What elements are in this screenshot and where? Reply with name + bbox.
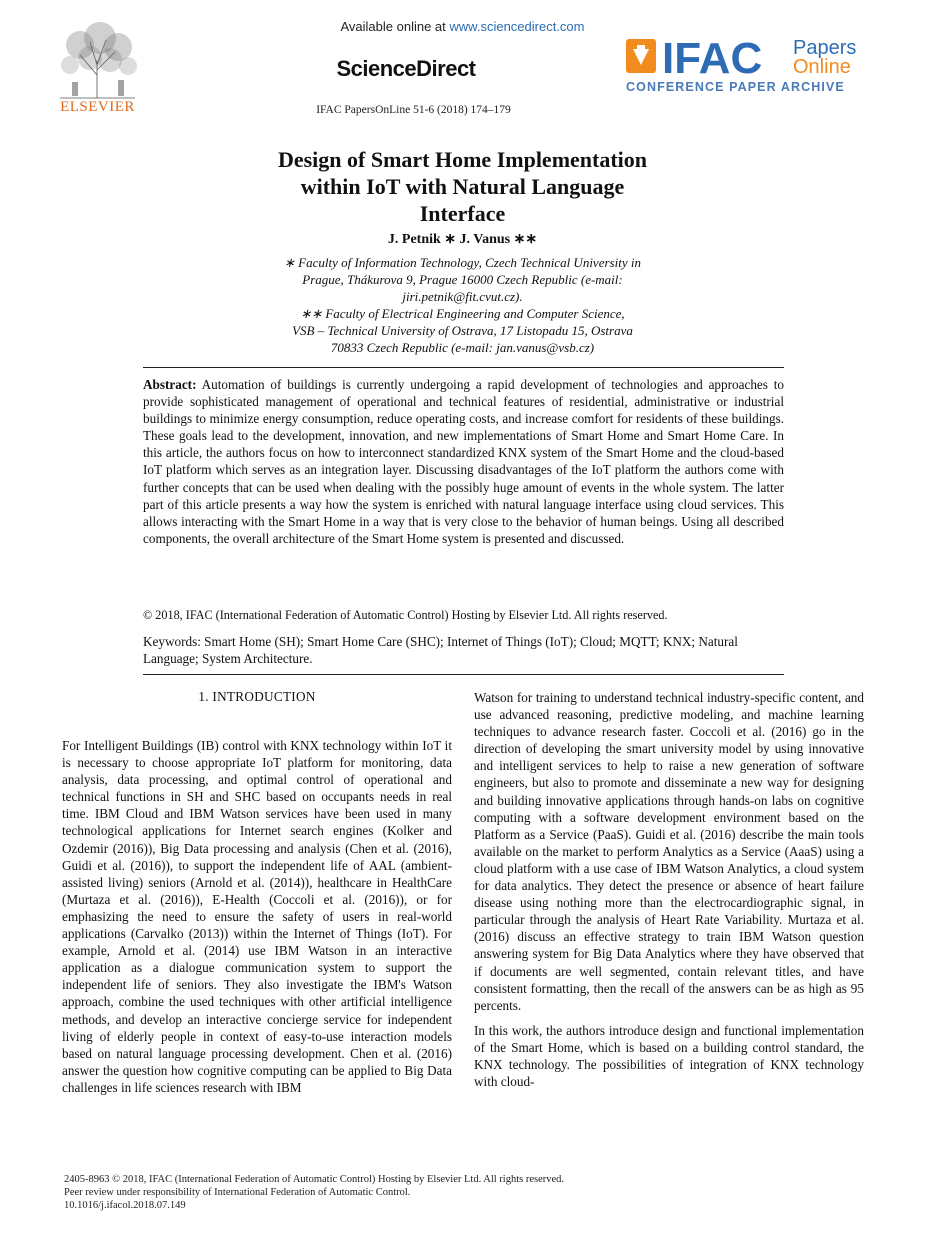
ifac-online-text: Online [793, 56, 851, 78]
affiliation-line: 70833 Czech Republic (e-mail: jan.vanus@vsb.cz) [330, 340, 595, 355]
affiliation-line: ∗ Faculty of Information Technology, Czech Technical University in [284, 255, 641, 270]
title-line: Interface [419, 201, 506, 226]
divider [143, 674, 784, 675]
right-column [474, 689, 864, 1090]
elsevier-wordmark: ELSEVIER [60, 99, 135, 115]
left-column [62, 737, 452, 1096]
paper-authors: J. Petnik ∗ J. Vanus ∗∗ [387, 232, 538, 247]
ifac-papers-text: Papers [793, 37, 857, 59]
affiliation-line: jiri.petnik@fit.cvut.cz). [402, 289, 523, 304]
body-paragraph: For Intelligent Buildings (IB) control with KNX technology within IoT it is necessary to choose appropriate IoT platform for monitoring, data analysis, data processing, and optimal control of operational and technical functions in SH and SHC based on occupants needs in real time. IBM Cloud and IBM Watson services have been used in many technological applications for Internet search engines (Kolker and Ozdemir (2016)), Big Data processing and analysis (Chen et al. (2016), Guidi et al. (2016)), to support the independent life of AAL (ambient-assisted living) seniors (Arnold et al. (2014)), healthcare in HealthCare (Murtaza et al. (2016)), E-Health (Coccoli et al. (2016)), or for emphasizing the need to ensure the safety of users in real-world applications (Carvalko (2013)) within the Internet of Things (IoT). For example, Arnold et al. (2014) use IBM Watson in an interactive application as a dialogue communication system to support the independent life of seniors. They also investigate the IBM's Watson approach, combine the used techniques with other artificial intelligence methods, and develop an interactive concierge service for independent living of elderly people in context of easy-to-use interaction models based on natural language processing development. Chen et al. (2016) answer the question how cognitive computing can be applied to Big Data challenges in life sciences research with IBM [62, 738, 452, 1095]
abstract [143, 376, 784, 547]
available-online-prefix: Available online at [340, 19, 450, 34]
abstract-label: Abstract: [143, 377, 197, 392]
footer-peer-review-line: Peer review under responsibility of International Federation of Automatic Control. [64, 1187, 411, 1198]
ifac-logo-text: IFAC [662, 35, 763, 83]
author-affiliations [0, 254, 925, 356]
affiliation-line: VSB – Technical University of Ostrava, 17 Listopadu 15, Ostrava [292, 323, 633, 338]
sciencedirect-logo: ScienceDirect [336, 56, 476, 81]
abstract-text: Automation of buildings is currently undergoing a rapid development of technologies and approaches to provide sophisticated management of operational and technical features of residential, administrative or industrial buildings to minimize energy consumption, reduce operating costs, and increase comfort for residents of these buildings. These goals lead to the development, innovation, and new implementations of Smart Home and Smart Home Care. In this article, the authors focus on how to interconnect standardized KNX system of the Smart Home and the cloud-based IoT platform which serves as an integration layer. Discussing disadvantages of the IoT platform the authors come with further concepts that can be used when dealing with the possibly huge amount of events in the whole system. The latter part of this article presents a way how the system is enriched with natural language interface using cloud services. This allows interacting with the Smart Home in a way that is very close to the behavior of human beings. Using all described components, the overall architecture of the Smart Home system is presented and discussed. [143, 377, 784, 546]
divider [143, 367, 784, 368]
section-heading: 1. INTRODUCTION [198, 689, 316, 704]
ifac-conference-archive: CONFERENCE PAPER ARCHIVE [626, 80, 845, 94]
footer-doi: 10.1016/j.ifacol.2018.07.149 [64, 1200, 186, 1211]
footer [64, 1173, 864, 1212]
title-line: within IoT with Natural Language [300, 174, 625, 199]
affiliation-line: ∗∗ Faculty of Electrical Engineering and Computer Science, [300, 306, 625, 321]
title-line: Design of Smart Home Implementation [277, 147, 648, 172]
paper-title [0, 146, 925, 227]
body-paragraph: In this work, the authors introduce design and functional implementation of the Smart Home, which is based on a building control standard, the KNX technology. The possibilities of integration of KNX technology with cloud- [474, 1022, 864, 1090]
footer-issn-line: 2405-8963 © 2018, IFAC (International Federation of Automatic Control) Hosting by Elsevier Ltd. All rights reserved. [64, 1174, 565, 1185]
sciencedirect-link[interactable]: www.sciencedirect.com [449, 19, 585, 34]
available-online-line [0, 19, 925, 34]
affiliation-line: Prague, Thákurova 9, Prague 16000 Czech Republic (e-mail: [302, 272, 623, 287]
keywords: Keywords: Smart Home (SH); Smart Home Care (SHC); Internet of Things (IoT); Cloud; MQTT; KNX; Natural Language; System Architecture. [143, 634, 738, 666]
body-paragraph: Watson for training to understand technical industry-specific content, and use advanced reasoning, predictive modeling, and machine learning techniques to advance research faster. Coccoli et al. (2016) go in the direction of developing the smart university model by using innovative and intelligent services to help to raise a new generation of software engineers, but also to promote and disseminate a new way for designing and building innovative applications through hands-on labs on cognitive computing with a software development environment based on the Platform as a Service (PaaS). Guidi et al. (2016) describe the main tools available on the market to perform Analytics as a Service (AaaS) using a cloud platform with a use case of IBM Watson Analytics, a cloud system for data analytics. They detect the presence or absence of heart failure disease using nothing more than the electrocardiographic signal, in particular through the analysis of Heart Rate Variability. Murtaza et al. (2016) discuss an effective strategy to train IBM Watson question answering system for Big Data Analytics where they have observed that if documents are well segmented, contain relevant titles, and have consistent formatting, then the recall of the answers can be as high as 95 percents. [474, 690, 864, 1013]
journal-reference: IFAC PapersOnLine 51-6 (2018) 174–179 [316, 104, 511, 116]
copyright-notice: © 2018, IFAC (International Federation of Automatic Control) Hosting by Elsevier Ltd. All rights reserved. [143, 608, 668, 622]
